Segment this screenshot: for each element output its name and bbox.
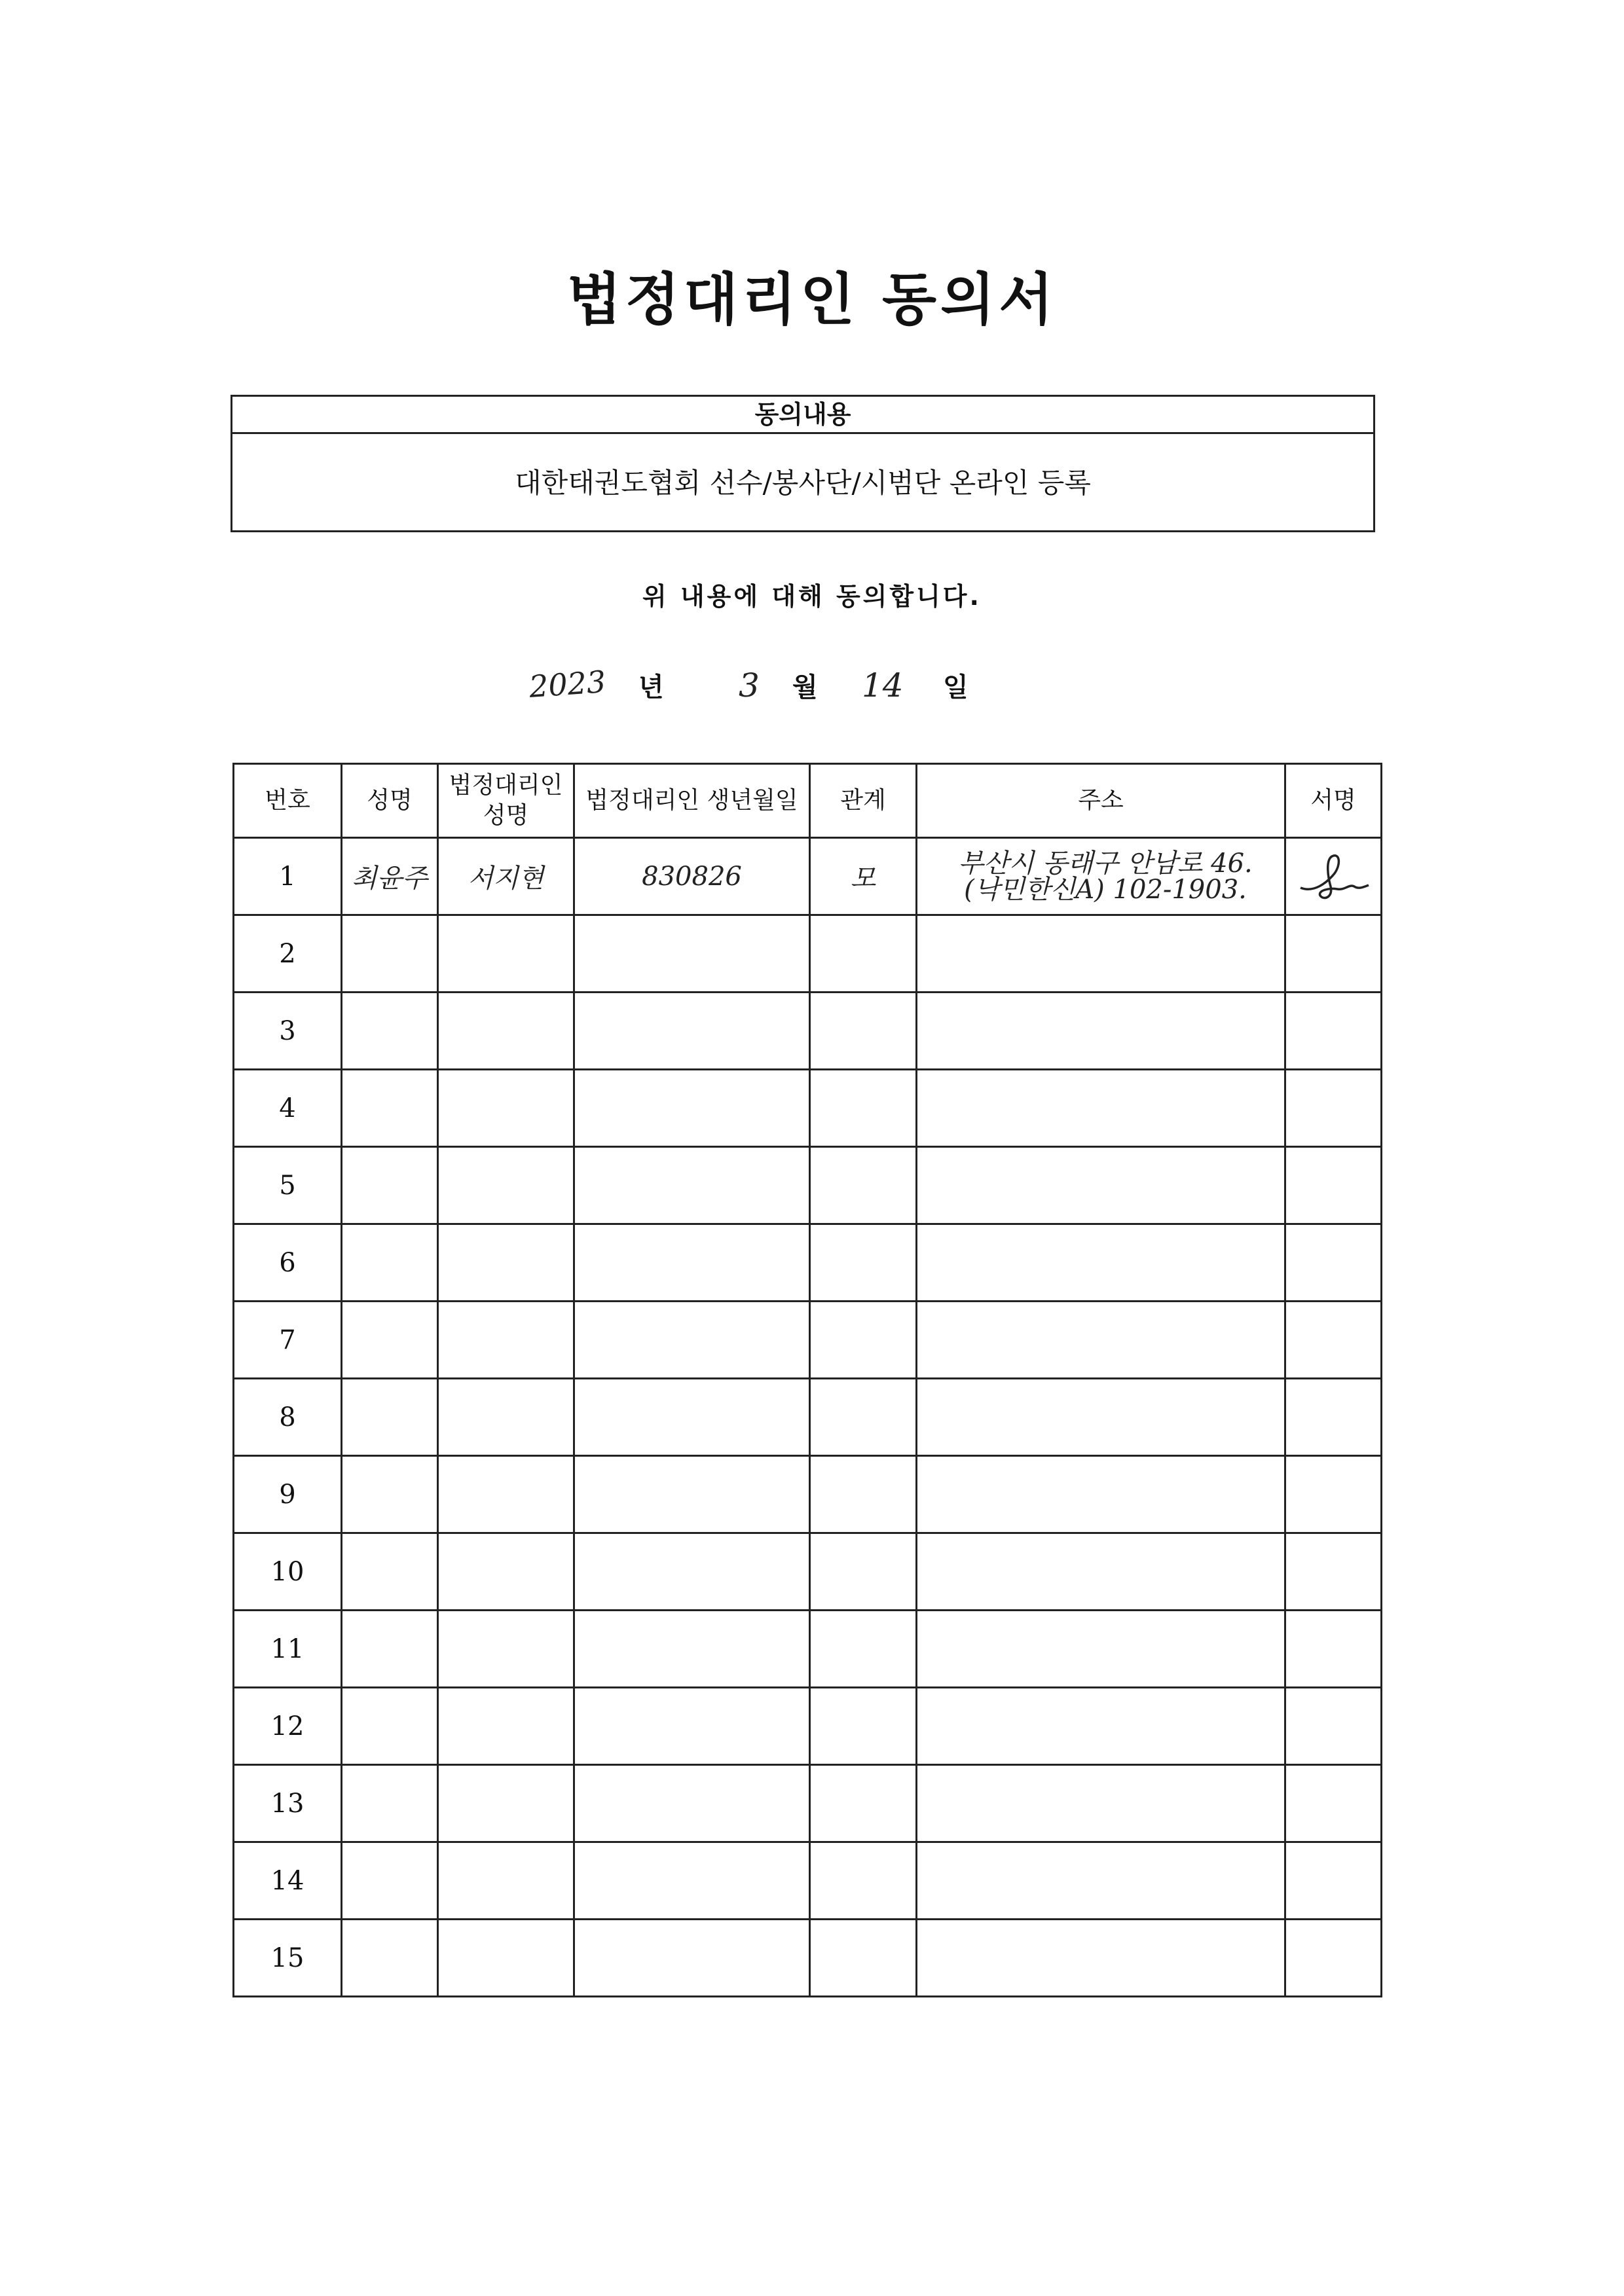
row-name: 최윤주: [342, 838, 438, 915]
row-rep-name: [438, 993, 574, 1070]
row-rep-birth: [574, 1920, 810, 1997]
row-rep-name: [438, 1611, 574, 1688]
row-number: 15: [234, 1920, 342, 1997]
row-signature: [1285, 1765, 1382, 1842]
row-relation: [810, 1920, 917, 1997]
row-name: [342, 1611, 438, 1688]
date-month: 3: [739, 666, 760, 704]
row-signature: [1285, 838, 1382, 915]
row-relation: [810, 1070, 917, 1147]
header-relation: 관계: [810, 764, 917, 838]
row-name: [342, 1688, 438, 1765]
row-rep-birth: [574, 1842, 810, 1920]
row-rep-birth: [574, 1302, 810, 1379]
row-number: 3: [234, 993, 342, 1070]
row-signature: [1285, 1688, 1382, 1765]
row-number: 11: [234, 1611, 342, 1688]
row-name: [342, 1533, 438, 1611]
header-rep-name: 법정대리인 성명: [438, 764, 574, 838]
row-signature: [1285, 1147, 1382, 1224]
consent-content: 대한태권도협회 선수/봉사단/시범단 온라인 등록: [515, 467, 1091, 499]
row-signature: [1285, 915, 1382, 993]
representative-table: [232, 763, 1382, 1997]
row-rep-name: [438, 1765, 574, 1842]
row-rep-birth: [574, 1765, 810, 1842]
row-rep-birth: [574, 1379, 810, 1456]
row-rep-birth: [574, 1533, 810, 1611]
row-rep-name: [438, 1920, 574, 1997]
agreement-statement: 위 내용에 대해 동의합니다.: [642, 582, 982, 611]
row-number: 4: [234, 1070, 342, 1147]
row-rep-name: [438, 915, 574, 993]
table-row: [234, 1920, 1382, 1997]
row-rep-name: [438, 1147, 574, 1224]
row-address: [917, 1379, 1285, 1456]
row-rep-birth: [574, 993, 810, 1070]
row-signature: [1285, 1920, 1382, 1997]
row-signature: [1285, 1611, 1382, 1688]
date-year: 2023: [528, 663, 607, 705]
row-address: [917, 1611, 1285, 1688]
row-signature: [1285, 993, 1382, 1070]
row-relation: [810, 993, 917, 1070]
row-address: [917, 1533, 1285, 1611]
table-row: [234, 1302, 1382, 1379]
row-rep-name: [438, 1842, 574, 1920]
row-signature: [1285, 1533, 1382, 1611]
row-rep-name: [438, 1070, 574, 1147]
row-number: 14: [234, 1842, 342, 1920]
row-number: 7: [234, 1302, 342, 1379]
row-signature: [1285, 1070, 1382, 1147]
row-number: 2: [234, 915, 342, 993]
row-rep-birth: [574, 1147, 810, 1224]
row-number: 6: [234, 1224, 342, 1302]
row-relation: [810, 1147, 917, 1224]
row-signature: [1285, 1842, 1382, 1920]
row-relation: 모: [810, 838, 917, 915]
row-number: 1: [234, 838, 342, 915]
row-name: [342, 1379, 438, 1456]
table-row: [234, 1765, 1382, 1842]
table-row: [234, 1611, 1382, 1688]
row-address: [917, 1920, 1285, 1997]
date-day-label: 일: [943, 672, 969, 702]
row-address: [917, 1147, 1285, 1224]
row-name: [342, 1456, 438, 1533]
row-relation: [810, 1302, 917, 1379]
row-rep-name: [438, 1456, 574, 1533]
row-address: [917, 1842, 1285, 1920]
row-relation: [810, 1611, 917, 1688]
row-name: [342, 1302, 438, 1379]
row-address: [917, 993, 1285, 1070]
header-address: 주소: [917, 764, 1285, 838]
row-address-line2: (낙민한신A) 102-1903.: [964, 874, 1247, 905]
row-address: [917, 1456, 1285, 1533]
row-address: [917, 1302, 1285, 1379]
row-rep-name: 서지현: [438, 838, 574, 915]
row-relation: [810, 915, 917, 993]
row-name: [342, 1842, 438, 1920]
row-rep-name: [438, 1224, 574, 1302]
table-row: [234, 1456, 1382, 1533]
row-rep-name: [438, 1533, 574, 1611]
date-month-label: 월: [792, 672, 818, 702]
row-rep-name: [438, 1302, 574, 1379]
row-name: [342, 1765, 438, 1842]
row-address: [917, 838, 1285, 915]
table-row: [234, 1224, 1382, 1302]
row-signature: [1285, 1456, 1382, 1533]
row-relation: [810, 1765, 917, 1842]
row-name: [342, 1920, 438, 1997]
row-number: 8: [234, 1379, 342, 1456]
row-rep-birth: [574, 1224, 810, 1302]
row-rep-birth: [574, 1456, 810, 1533]
table-row: [234, 1070, 1382, 1147]
row-address: [917, 1070, 1285, 1147]
row-rep-birth: [574, 1070, 810, 1147]
date-line: [0, 661, 1624, 714]
document-title: 법정대리인 동의서: [566, 267, 1058, 333]
signature-mark: [1294, 847, 1373, 906]
row-rep-name: [438, 1379, 574, 1456]
date-day: 14: [862, 666, 904, 704]
row-rep-birth: 830826: [574, 838, 810, 915]
row-relation: [810, 1688, 917, 1765]
row-signature: [1285, 1302, 1382, 1379]
row-address-line1: 부산시 동래구 안남로 46.: [958, 848, 1253, 879]
row-rep-name: [438, 1688, 574, 1765]
consent-header: 동의내용: [232, 397, 1373, 434]
table-row: [234, 1688, 1382, 1765]
date-year-label: 년: [638, 672, 664, 702]
row-address: [917, 1224, 1285, 1302]
row-address: [917, 1688, 1285, 1765]
row-name: [342, 1147, 438, 1224]
table-row: [234, 838, 1382, 915]
header-rep-birth: 법정대리인 생년월일: [574, 764, 810, 838]
header-no: 번호: [234, 764, 342, 838]
row-address: [917, 915, 1285, 993]
header-name: 성명: [342, 764, 438, 838]
row-rep-birth: [574, 1611, 810, 1688]
table-row: [234, 1379, 1382, 1456]
row-relation: [810, 1379, 917, 1456]
table-row: [234, 1842, 1382, 1920]
row-rep-birth: [574, 1688, 810, 1765]
consent-box: [231, 395, 1375, 532]
row-number: 9: [234, 1456, 342, 1533]
row-signature: [1285, 1379, 1382, 1456]
row-relation: [810, 1842, 917, 1920]
table-row: [234, 1533, 1382, 1611]
table-row: [234, 993, 1382, 1070]
row-name: [342, 1224, 438, 1302]
row-address: [917, 1765, 1285, 1842]
row-relation: [810, 1533, 917, 1611]
row-name: [342, 915, 438, 993]
row-number: 10: [234, 1533, 342, 1611]
row-relation: [810, 1224, 917, 1302]
table-row: [234, 915, 1382, 993]
row-number: 12: [234, 1688, 342, 1765]
row-number: 13: [234, 1765, 342, 1842]
table-row: [234, 1147, 1382, 1224]
row-number: 5: [234, 1147, 342, 1224]
row-relation: [810, 1456, 917, 1533]
row-rep-birth: [574, 915, 810, 993]
row-signature: [1285, 1224, 1382, 1302]
row-name: [342, 1070, 438, 1147]
table-header-row: [234, 764, 1382, 838]
row-name: [342, 993, 438, 1070]
header-signature: 서명: [1285, 764, 1382, 838]
